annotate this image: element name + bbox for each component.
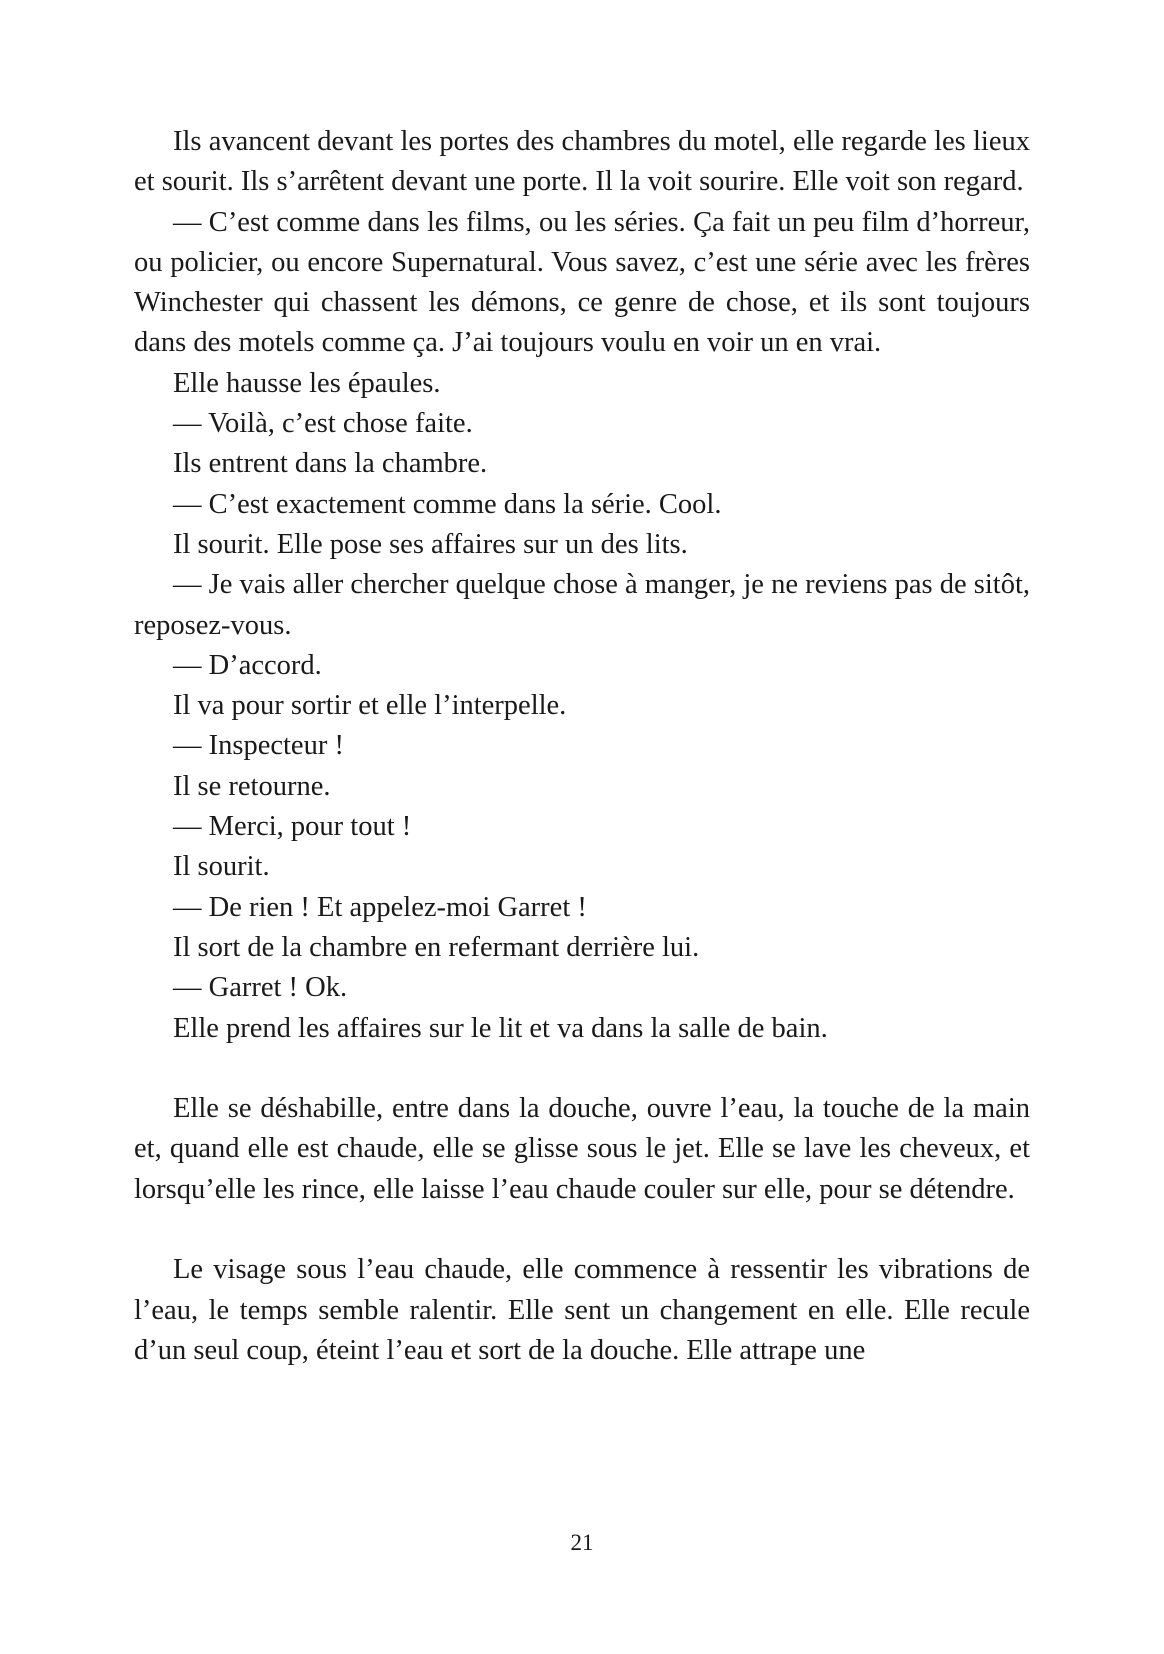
paragraph: Il sort de la chambre en refermant derrière lui. bbox=[173, 931, 700, 963]
paragraph: Le visage sous l’eau chaude, elle commence à ressentir les vibrations de l’eau, le temps semble ralentir. Elle sent un changement en elle. Elle recule d’un seul coup, éteint l’eau et sort de la douche. Elle attrape une bbox=[134, 1254, 1030, 1366]
dialogue-line: — Garret ! Ok. bbox=[173, 972, 348, 1004]
paragraph: Elle prend les affaires sur le lit et va dans la salle de bain. bbox=[173, 1012, 828, 1044]
dialogue-line: — Merci, pour tout ! bbox=[173, 811, 412, 843]
paragraph: Elle hausse les épaules. bbox=[173, 367, 441, 399]
paragraph: Ils entrent dans la chambre. bbox=[173, 448, 488, 480]
dialogue-line: — Inspecteur ! bbox=[173, 730, 344, 762]
dialogue-line: — C’est comme dans les films, ou les séries. Ça fait un peu film d’horreur, ou policier, ou encore Supernatural. Vous savez, c’est une série avec les frères Winchester qui chassent les démons, ce genre de chose, et ils sont toujours dans des motels comme ça. J’ai toujours voulu en voir un en vrai. bbox=[134, 206, 1030, 359]
body-text bbox=[134, 122, 1030, 1371]
paragraph: Il sourit. Elle pose ses affaires sur un des lits. bbox=[173, 528, 688, 560]
dialogue-line: — De rien ! Et appelez-moi Garret ! bbox=[173, 891, 587, 923]
paragraph: Il se retourne. bbox=[173, 770, 331, 802]
dialogue-line: — Voilà, c’est chose faite. bbox=[173, 408, 473, 440]
paragraph: Elle se déshabille, entre dans la douche, ouvre l’eau, la touche de la main et, quand elle est chaude, elle se glisse sous le jet. Elle se lave les cheveux, et lorsqu’elle les rince, elle laisse l’eau chaude couler sur elle, pour se détendre. bbox=[134, 1093, 1030, 1205]
paragraph: Il sourit. bbox=[173, 851, 270, 883]
page-number: 21 bbox=[570, 1530, 594, 1555]
paragraph: Il va pour sortir et elle l’interpelle. bbox=[173, 690, 567, 722]
dialogue-line: — D’accord. bbox=[173, 649, 322, 681]
paragraph: Ils avancent devant les portes des chambres du motel, elle regarde les lieux et sourit. Ils s’arrêtent devant une porte. Il la voit sourire. Elle voit son regard. bbox=[134, 126, 1030, 198]
dialogue-line: — Je vais aller chercher quelque chose à manger, je ne reviens pas de sitôt, reposez-vous. bbox=[134, 569, 1030, 641]
dialogue-line: — C’est exactement comme dans la série. Cool. bbox=[173, 488, 722, 520]
